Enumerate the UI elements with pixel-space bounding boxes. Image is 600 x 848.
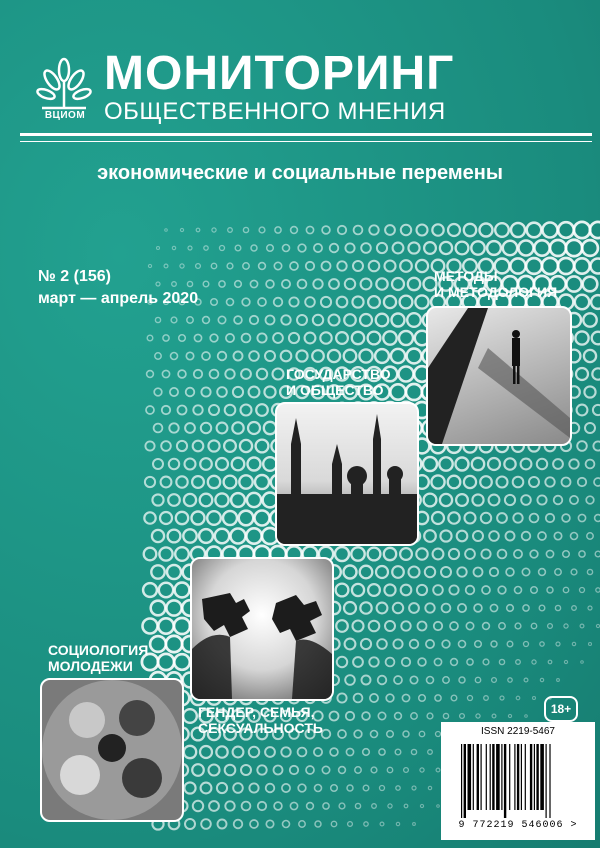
barcode [441,722,595,840]
age-rating-badge: 18+ [544,696,578,722]
section-caption-gender [198,704,323,736]
caption-line: МОЛОДЕЖИ [48,658,133,674]
issue-date: март — апрель 2020 [38,290,199,307]
caption-line: ГЕНДЕР, СЕМЬЯ, [198,704,315,720]
photo-gender [190,557,334,701]
section-caption-state [286,366,391,398]
caption-line: СОЦИОЛОГИЯ [48,642,149,658]
masthead-title-line2: ОБЩЕСТВЕННОГО МНЕНИЯ [104,98,446,125]
caption-line: СЕКСУАЛЬНОСТЬ [198,720,323,736]
section-caption-youth [48,642,148,674]
caption-line: МЕТОДЫ [434,268,498,284]
caption-line: ГОСУДАРСТВО [286,366,391,382]
issn-text: ISSN 2219-5467 [481,726,555,737]
issue-number: № 2 (156) [38,268,111,285]
divider [20,141,592,142]
caption-line: И МЕТОДОЛОГИЯ [434,284,558,300]
section-caption-methods [434,268,557,300]
barcode-bars [459,744,589,818]
photo-methods [426,306,572,446]
issue-info [38,266,198,310]
logo-text: ВЦИОМ [44,110,86,121]
barcode-number: 9 772219 546006 > [458,820,578,831]
caption-line: И ОБЩЕСТВО [286,382,384,398]
masthead-subtitle: экономические и социальные перемены [97,162,503,184]
photo-youth [40,678,184,822]
photo-state [275,402,419,546]
divider [20,133,592,136]
masthead-title: МОНИТОРИНГ [104,47,455,100]
